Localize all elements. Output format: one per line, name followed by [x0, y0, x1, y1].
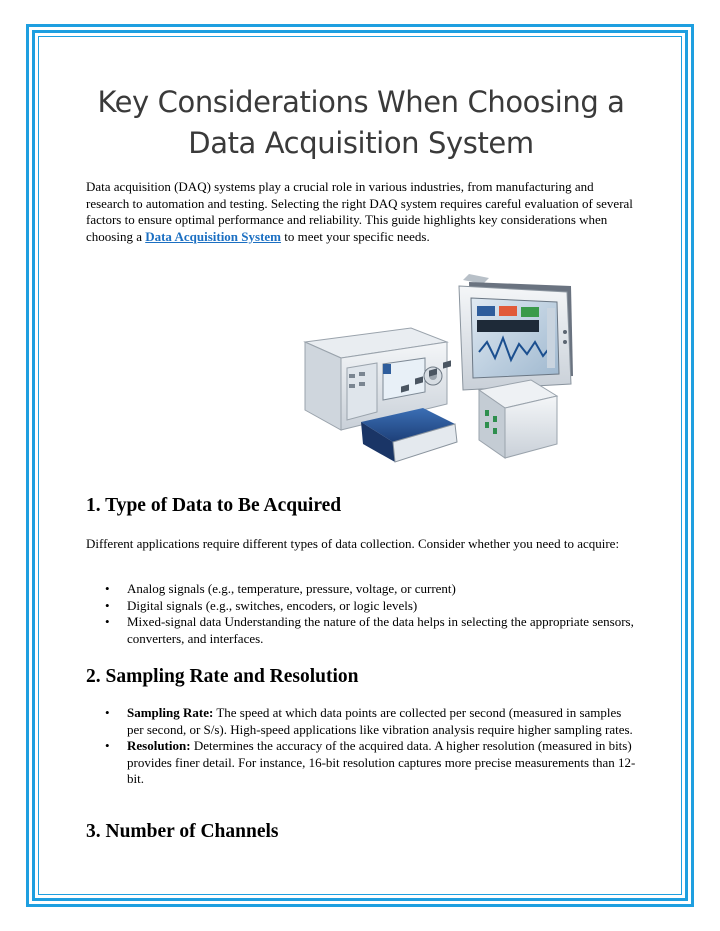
bullet-glyph: • — [105, 597, 110, 613]
bullet-glyph: • — [105, 705, 110, 720]
intro-text-after: to meet your specific needs. — [281, 228, 430, 244]
touch-daq-unit — [459, 274, 573, 390]
modular-daq-unit — [479, 380, 557, 458]
list-item-text: Mixed-signal data Understanding the nature of the data helps in selecting the appropriate sensors, converters, and interfaces. — [127, 614, 634, 646]
daq-system-link[interactable]: Data Acquisition System — [145, 228, 282, 244]
list-item — [86, 598, 636, 615]
list-item — [86, 581, 636, 598]
section-2-heading: 2. Sampling Rate and Resolution — [86, 666, 359, 687]
daq-hardware-image — [201, 272, 601, 472]
intro-paragraph — [86, 179, 636, 245]
list-item — [86, 614, 636, 647]
section-1-paragraph: Different applications require different types of data collection. Consider whether you need to acquire: — [86, 536, 620, 551]
bullet-glyph: • — [105, 614, 110, 629]
list-item — [86, 705, 636, 738]
list-item — [86, 738, 636, 788]
section-2-list — [86, 705, 636, 788]
list-item-text: Analog signals (e.g., temperature, pressure, voltage, or current) — [127, 581, 456, 596]
term-definition: Determines the accuracy of the acquired data. A higher resolution (measured in bits) provides finer detail. For instance, 16-bit resolution captures more precise measurements than 12-bit. — [127, 738, 636, 786]
term-label: Resolution: — [127, 738, 191, 753]
page-title: Key Considerations When Choosing a Data Acquisition System — [97, 85, 625, 160]
bullet-glyph: • — [105, 738, 110, 753]
term-definition: The speed at which data points are collected per second (measured in samples per second, or S/s). High-speed applications like vibration analysis require higher sampling rates. — [127, 705, 633, 737]
bullet-glyph: • — [105, 581, 110, 596]
section-3-heading: 3. Number of Channels — [86, 821, 279, 842]
list-item-text: Digital signals (e.g., switches, encoders, or logic levels) — [127, 597, 418, 613]
section-1-heading: 1. Type of Data to Be Acquired — [86, 495, 342, 516]
term-label: Sampling Rate: — [127, 705, 214, 720]
section-1-list — [86, 581, 636, 647]
intro-text-before: Data acquisition (DAQ) systems play a crucial role in various industries, from manufacturing and research to automation and testing. Selecting the right DAQ system requires careful evaluation of several factors to ensure optimal performance and reliability. This guide highlights key considerations when choosing a — [86, 179, 633, 244]
